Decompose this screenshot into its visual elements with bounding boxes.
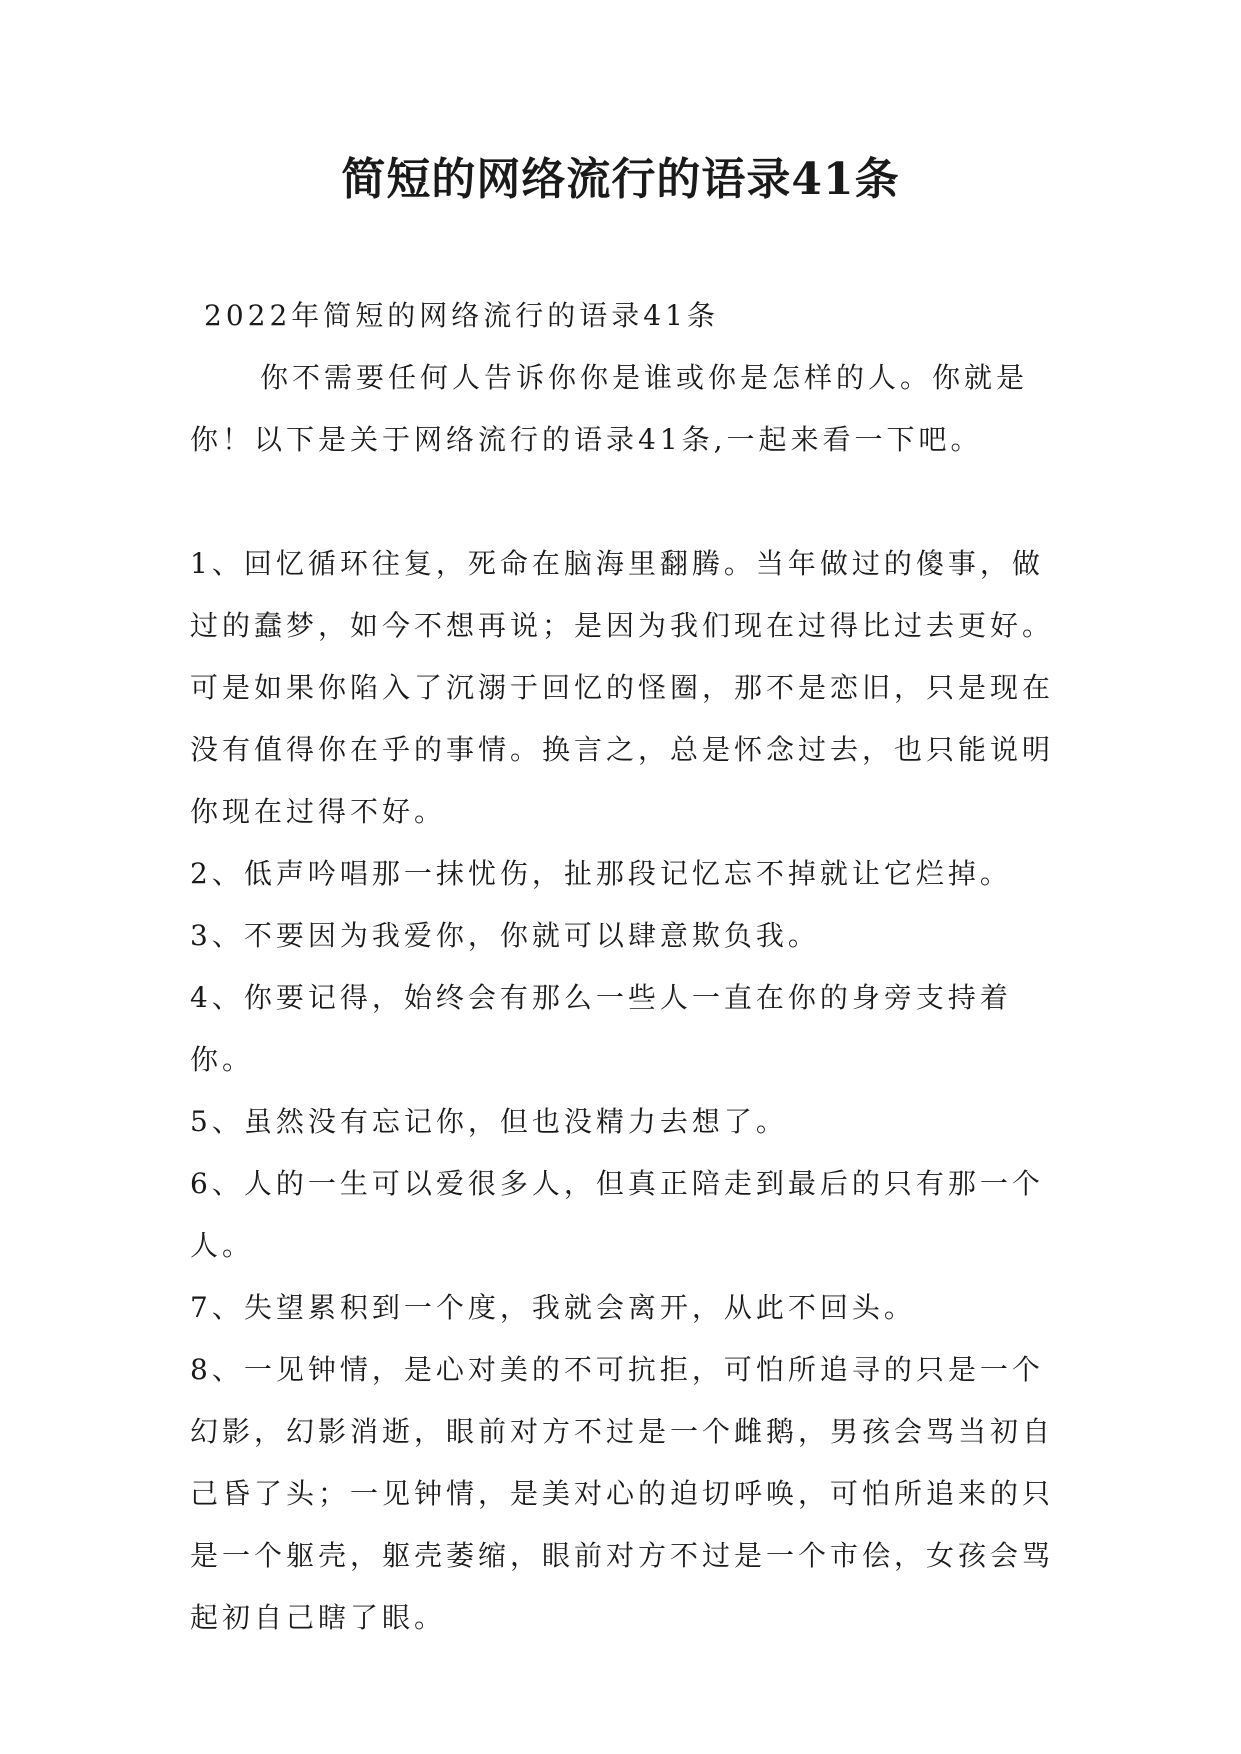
document-subtitle: 2022年简短的网络流行的语录41条: [204, 299, 719, 332]
intro-paragraph: 你不需要任何人告诉你你是谁或你是怎样的人。你就是你！以下是关于网络流行的语录41条,一起来看一下吧。: [190, 361, 1029, 456]
list-item: 8、一见钟情，是心对美的不可抗拒，可怕所追寻的只是一个幻影，幻影消逝，眼前对方不过是一个雌鹅，男孩会骂当初自己昏了头；一见钟情，是美对心的迫切呼唤，可怕所追来的只是一个躯壳，躯壳萎缩，眼前对方不过是一个市侩，女孩会骂起初自己瞎了眼。: [190, 1353, 1055, 1634]
list-item: 6、人的一生可以爱很多人，但真正陪走到最后的只有那一个人。: [190, 1167, 1044, 1262]
document-body: [190, 285, 1070, 1649]
paragraph-spacer: [190, 471, 1070, 533]
list-item: 7、失望累积到一个度，我就会离开，从此不回头。: [190, 1291, 916, 1324]
list-item: 4、你要记得，始终会有那么一些人一直在你的身旁支持着你。: [190, 981, 1012, 1076]
document-title: 简短的网络流行的语录41条: [341, 154, 900, 205]
list-item: 1、回忆循环往复，死命在脑海里翻腾。当年做过的傻事，做过的蠢梦，如今不想再说；是因为我们现在过得比过去更好。可是如果你陷入了沉溺于回忆的怪圈，那不是恋旧，只是现在没有值得你在乎的事情。换言之，总是怀念过去，也只能说明你现在过得不好。: [190, 547, 1055, 828]
list-item: 2、低声吟唱那一抹忧伤，扯那段记忆忘不掉就让它烂掉。: [190, 857, 1012, 890]
list-item: 5、虽然没有忘记你，但也没精力去想了。: [190, 1105, 788, 1138]
list-item: 3、不要因为我爱你，你就可以肆意欺负我。: [190, 919, 820, 952]
